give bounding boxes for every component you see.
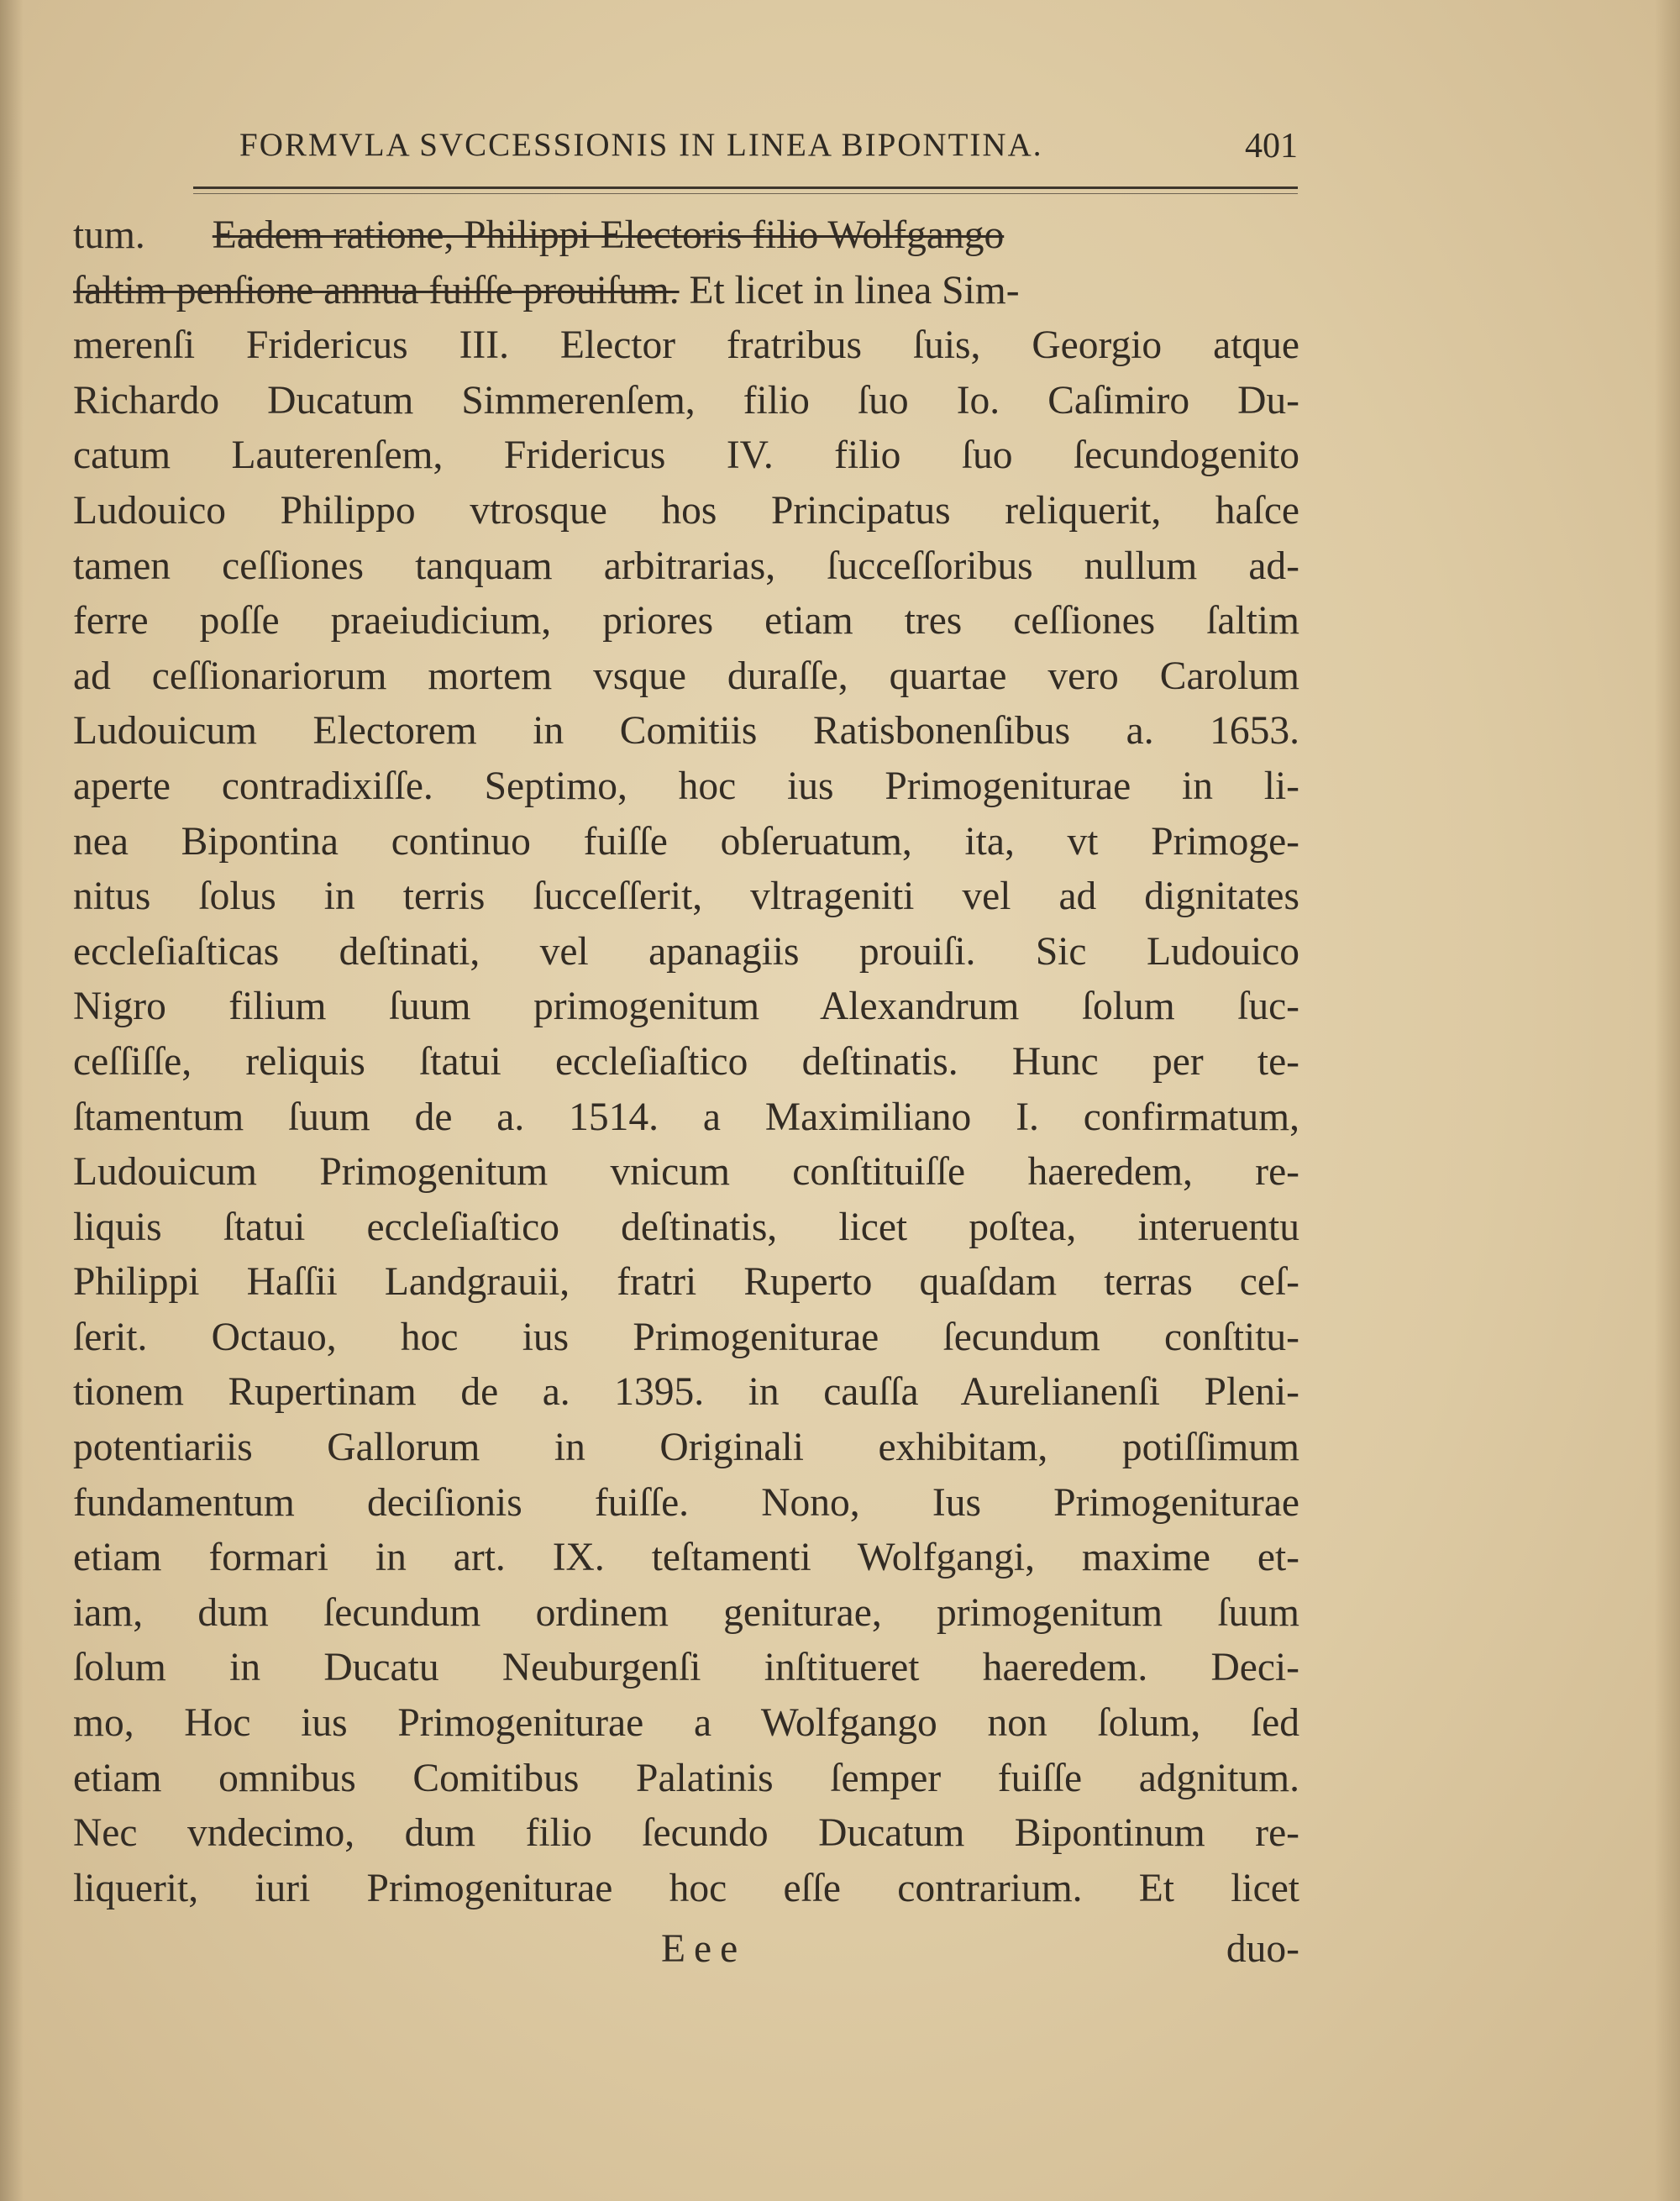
text-line: potentiariis Gallorum in Originali exhibitam, potiſſimum <box>73 1426 1299 1470</box>
text-line: ſerit. Octauo, hoc ius Primogeniturae ſecundum conſtitu- <box>73 1315 1299 1359</box>
text-line: tamen ceſſiones tanquam arbitrarias, ſucceſſoribus nullum ad- <box>73 544 1299 588</box>
page-header <box>239 126 1298 176</box>
page-footer <box>73 1926 1299 1982</box>
text-line: aperte contradixiſſe. Septimo, hoc ius Primogeniturae in li- <box>73 764 1299 808</box>
text-line: ſtamentum ſuum de a. 1514. a Maximiliano I. confirmatum, <box>73 1095 1299 1139</box>
running-title: FORMVLA SVCCESSIONIS IN LINEA BIPONTINA. <box>239 127 1043 163</box>
text-line: Nec vndecimo, dum filio ſecundo Ducatum Bipontinum re- <box>73 1811 1299 1856</box>
page-number: 401 <box>1245 127 1298 165</box>
text-line: liquis ſtatui eccleſiaſtico deſtinatis, licet poſtea, interuentu <box>73 1205 1299 1249</box>
struck-through-text: ſaltim penſione annua fuiſſe prouiſum. <box>73 268 680 313</box>
text-line: mo, Hoc ius Primogeniturae a Wolfgango non ſolum, ſed <box>73 1701 1299 1746</box>
line-continuation: Et licet in linea Sim- <box>679 268 1020 313</box>
header-rule <box>193 186 1298 189</box>
text-line: Ludouico Philippo vtrosque hos Principatus reliquerit, haſce <box>73 488 1299 533</box>
text-line: liquerit, iuri Primogeniturae hoc eſſe contrarium. Et licet <box>73 1866 1299 1910</box>
text-line: etiam omnibus Comitibus Palatinis ſemper fuiſſe adgnitum. <box>73 1756 1299 1800</box>
text-line: eccleſiaſticas deſtinati, vel apanagiis prouiſi. Sic Ludouico <box>73 929 1299 974</box>
text-line: ad ceſſionariorum mortem vsque duraſſe, quartae vero Carolum <box>73 654 1299 698</box>
text-line: Philippi Haſſii Landgrauii, fratri Ruperto quaſdam terras ceſ- <box>73 1260 1299 1305</box>
text-line: ferre poſſe praeiudicium, priores etiam tres ceſſiones ſaltim <box>73 599 1299 643</box>
text-line: merenſi Fridericus III. Elector fratribus ſuis, Georgio atque <box>73 323 1299 368</box>
text-line: tionem Rupertinam de a. 1395. in cauſſa Aurelianenſi Pleni- <box>73 1370 1299 1415</box>
struck-through-text: Eadem ratione, Philippi Electoris filio Wolfgango <box>212 213 1005 257</box>
catchword: duo- <box>1226 1927 1299 1971</box>
body-text <box>73 208 1299 1916</box>
text-line: fundamentum deciſionis fuiſſe. Nono, Ius Primogeniturae <box>73 1480 1299 1525</box>
text-line: catum Lauterenſem, Fridericus IV. filio ſuo ſecundogenito <box>73 433 1299 478</box>
text-line: Ludouicum Electorem in Comitiis Ratisbonenſibus a. 1653. <box>73 709 1299 754</box>
text-line: Ludouicum Primogenitum vnicum conſtituiſſe haeredem, re- <box>73 1150 1299 1195</box>
text-line <box>73 264 1299 319</box>
text-line: etiam formari in art. IX. teſtamenti Wolfgangi, maxime et- <box>73 1536 1299 1580</box>
page-edge-shadow-left <box>0 0 24 2201</box>
text-line: ceſſiſſe, reliquis ſtatui eccleſiaſtico deſtinatis. Hunc per te- <box>73 1039 1299 1084</box>
text-line: iam, dum ſecundum ordinem geniturae, primogenitum ſuum <box>73 1590 1299 1635</box>
text-line: ſolum in Ducatu Neuburgenſi inſtitueret haeredem. Deci- <box>73 1646 1299 1690</box>
text-line: Nigro filium ſuum primogenitum Alexandrum ſolum ſuc- <box>73 985 1299 1029</box>
page-edge-shadow-right <box>1655 0 1680 2201</box>
signature-mark: Eee <box>661 1927 747 1971</box>
text-line: nitus ſolus in terris ſucceſſerit, vltrageniti vel ad dignitates <box>73 875 1299 919</box>
line-start-word: tum. <box>73 213 145 257</box>
text-line <box>73 208 1299 264</box>
text-line: Richardo Ducatum Simmerenſem, filio ſuo Io. Caſimiro Du- <box>73 378 1299 423</box>
header-rule-thin <box>193 193 1298 194</box>
text-line: nea Bipontina continuo fuiſſe obſeruatum, ita, vt Primoge- <box>73 819 1299 864</box>
